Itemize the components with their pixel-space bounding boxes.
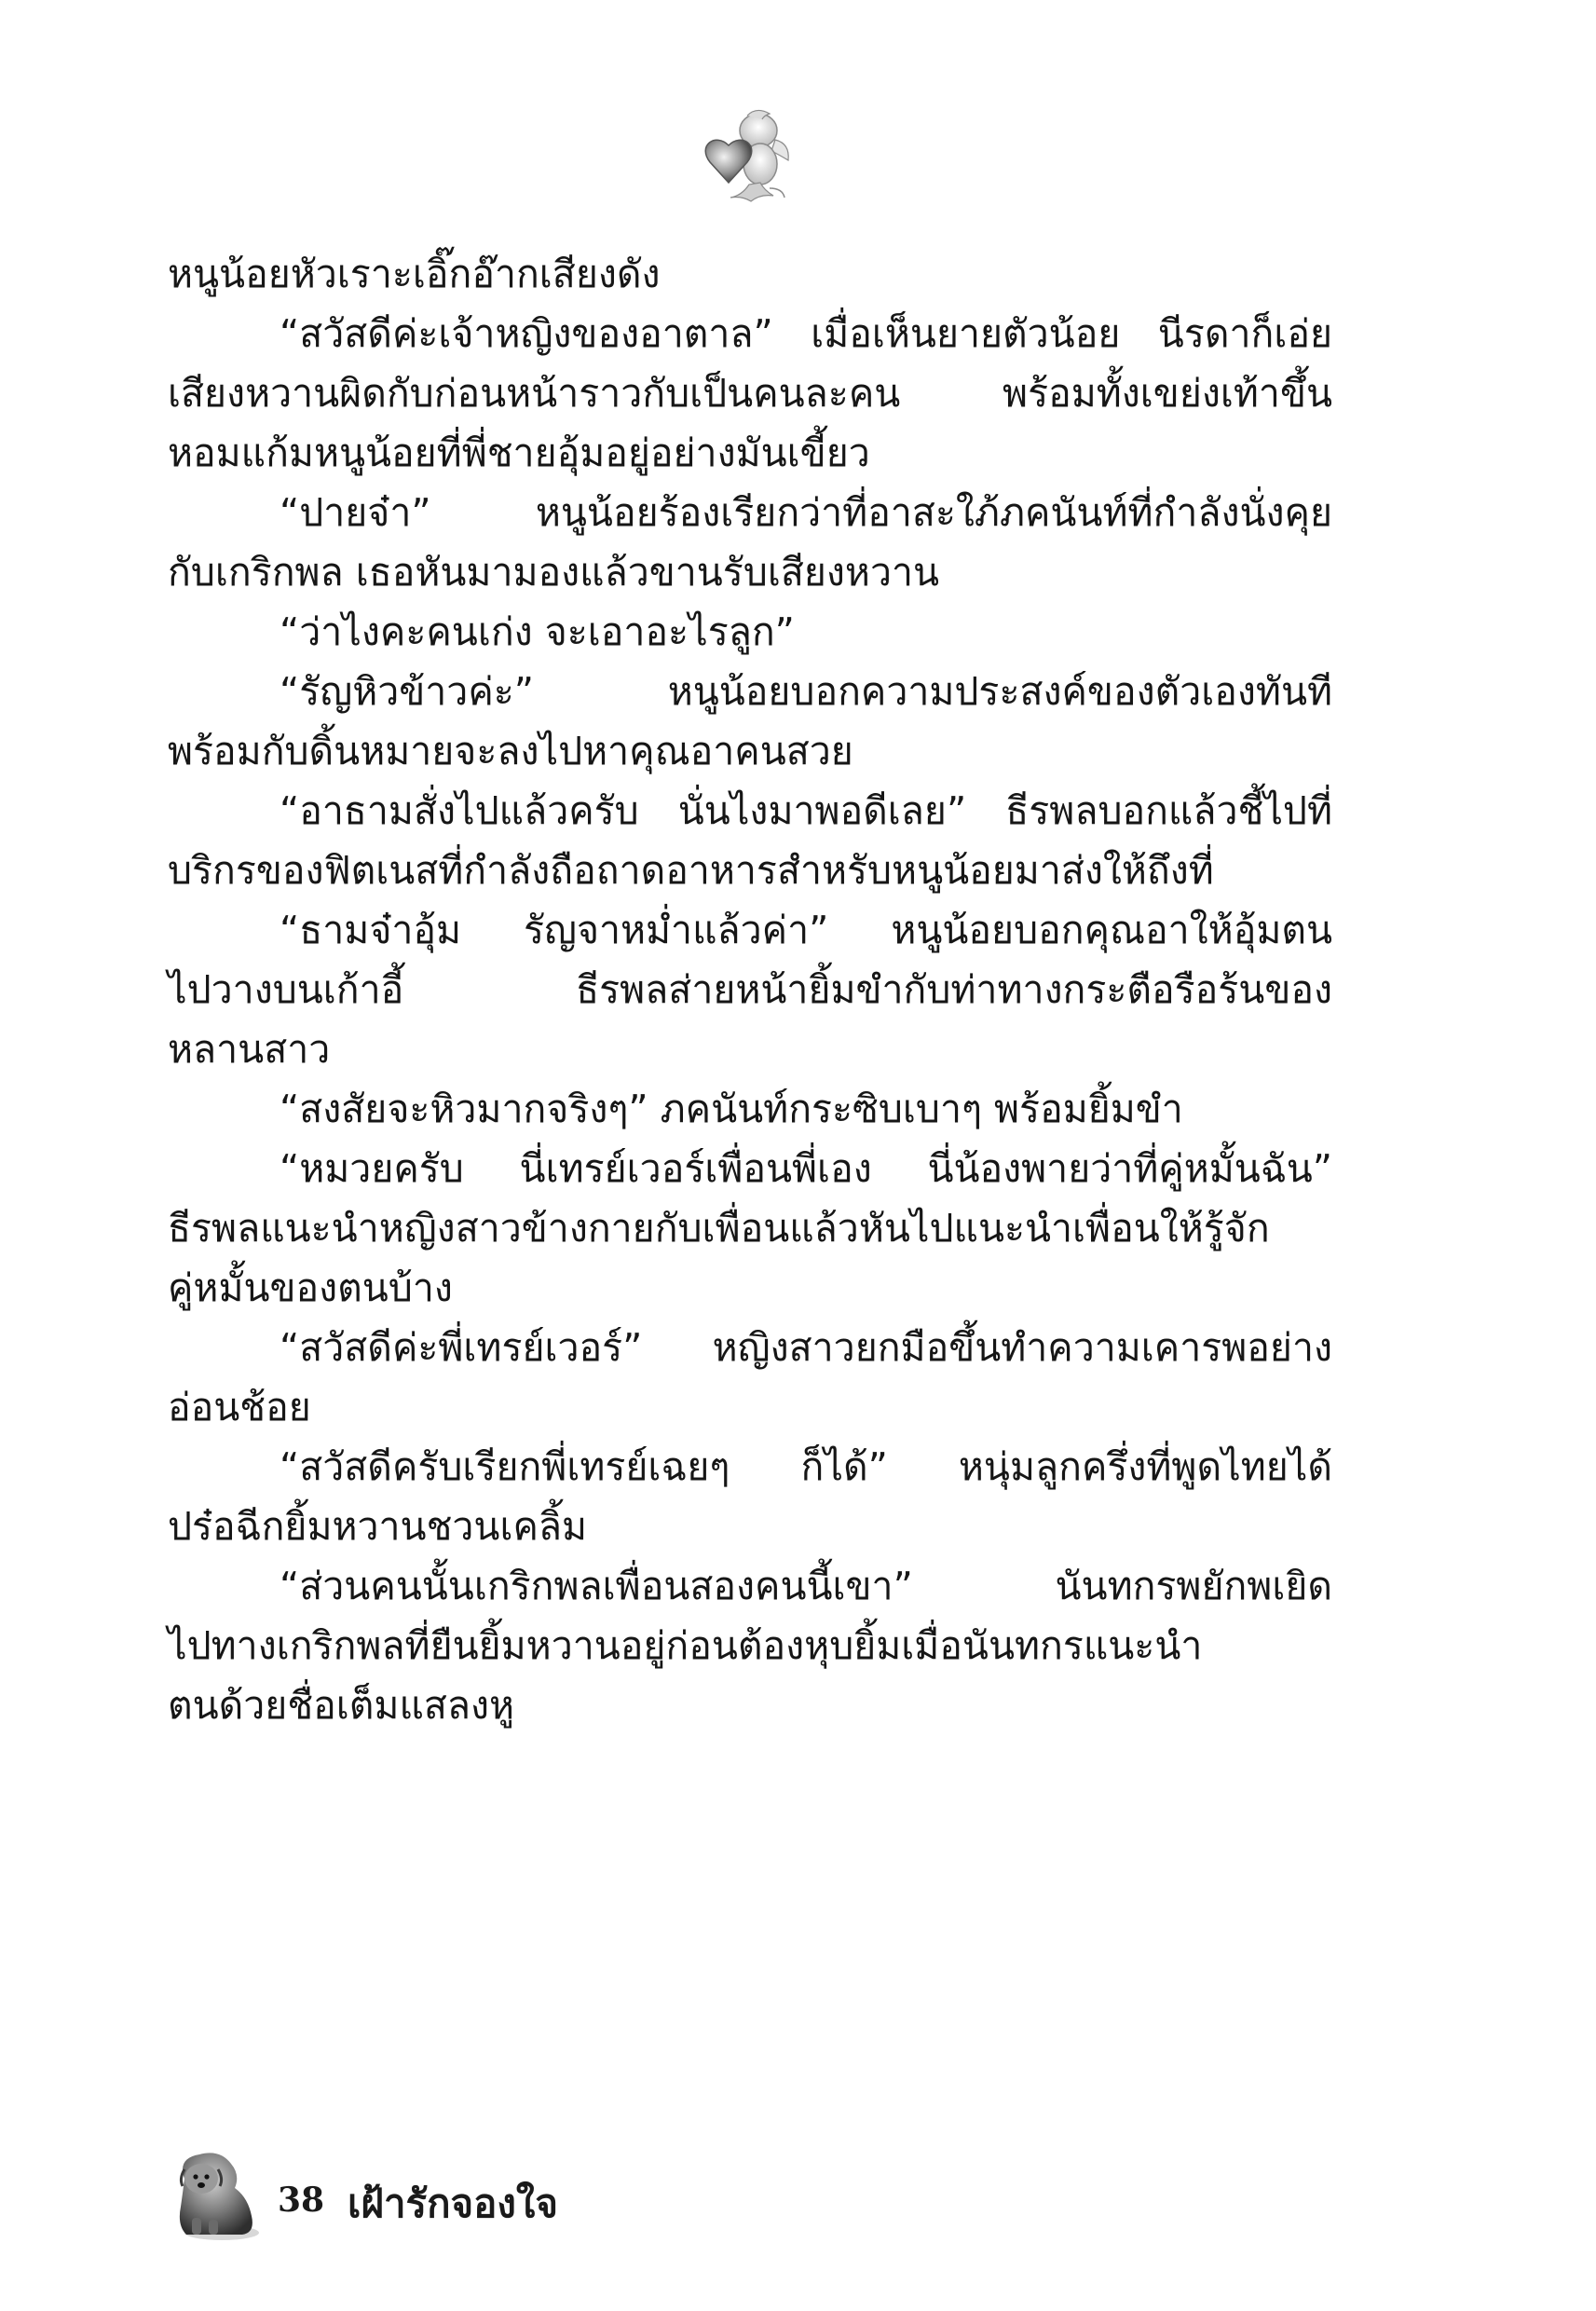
text-line: “สวัสดีค่ะพี่เทรย์เวอร์” หญิงสาวยกมือขึ้นทำความเคารพอย่าง	[280, 1325, 1332, 1370]
text-line: อ่อนช้อย	[168, 1385, 311, 1429]
text-line: “สวัสดีครับเรียกพี่เทรย์เฉยๆ ก็ได้” หนุ่มลูกครึ่งที่พูดไทยได้	[280, 1444, 1332, 1489]
text-line: “ส่วนคนนั้นเกริกพลเพื่อนสองคนนี้เขา” นันทกรพยักพเยิด	[280, 1564, 1332, 1608]
body-text	[168, 244, 1332, 1735]
text-line: ตนด้วยชื่อเต็มแสลงหู	[168, 1683, 515, 1728]
cherub-heart-icon	[691, 103, 794, 205]
text-line: ไปทางเกริกพลที่ยืนยิ้มหวานอยู่ก่อนต้องหุบยิ้มเมื่อนันทกรแนะนำ	[168, 1623, 1203, 1668]
text-line: “อาธามสั่งไปแล้วครับ นั่นไงมาพอดีเลย” ธีรพลบอกแล้วชี้ไปที่	[280, 788, 1332, 833]
text-line: บริกรของฟิตเนสที่กำลังถือถาดอาหารสำหรับหนูน้อยมาส่งให้ถึงที่	[168, 848, 1214, 893]
text-line: “สวัสดีค่ะเจ้าหญิงของอาตาล” เมื่อเห็นยายตัวน้อย นีรดาก็เอ่ย	[280, 311, 1332, 356]
page-number: 38	[278, 2181, 325, 2220]
text-line: “ธามจ๋าอุ้ม รัญจาหม่ำแล้วค่า” หนูน้อยบอกคุณอาให้อุ้มตน	[280, 908, 1332, 952]
text-line: ธีรพลแนะนำหญิงสาวข้างกายกับเพื่อนแล้วหันไปแนะนำเพื่อนให้รู้จัก	[168, 1206, 1270, 1251]
text-line: “ปายจ๋า” หนูน้อยร้องเรียกว่าที่อาสะใภ้ภคนันท์ที่กำลังนั่งคุย	[280, 490, 1332, 535]
text-line: เสียงหวานผิดกับก่อนหน้าราวกับเป็นคนละคน พร้อมทั้งเขย่งเท้าขึ้น	[168, 371, 1332, 416]
text-line: หอมแก้มหนูน้อยที่พี่ชายอุ้มอยู่อย่างมันเขี้ยว	[168, 431, 870, 475]
text-line: พร้อมกับดิ้นหมายจะลงไปหาคุณอาคนสวย	[168, 729, 853, 773]
dog-icon	[157, 2141, 268, 2253]
text-line: “สงสัยจะหิวมากจริงๆ” ภคนันท์กระซิบเบาๆ พร้อมยิ้มขำ	[280, 1087, 1183, 1131]
book-title: เฝ้ารักจองใจ	[348, 2181, 558, 2226]
text-line: คู่หมั้นของตนบ้าง	[168, 1265, 453, 1310]
text-line: ปร๋อฉีกยิ้มหวานชวนเคลิ้ม	[168, 1504, 588, 1549]
text-line: หลานสาว	[168, 1027, 331, 1072]
text-line: “ว่าไงคะคนเก่ง จะเอาอะไรลูก”	[280, 609, 795, 654]
text-line: “หมวยครับ นี่เทรย์เวอร์เพื่อนพี่เอง นี่น้องพายว่าที่คู่หมั้นฉัน”	[280, 1146, 1332, 1191]
text-line: กับเกริกพล เธอหันมามองแล้วขานรับเสียงหวาน	[168, 550, 940, 595]
text-line: หนูน้อยหัวเราะเอิ๊กอ๊ากเสียงดัง	[168, 252, 661, 296]
text-line: ไปวางบนเก้าอี้ ธีรพลส่ายหน้ายิ้มขำกับท่าทางกระตือรือร้นของ	[168, 967, 1332, 1012]
page-footer	[157, 2141, 716, 2253]
text-line: “รัญหิวข้าวค่ะ” หนูน้อยบอกความประสงค์ของตัวเองทันที	[280, 669, 1332, 714]
